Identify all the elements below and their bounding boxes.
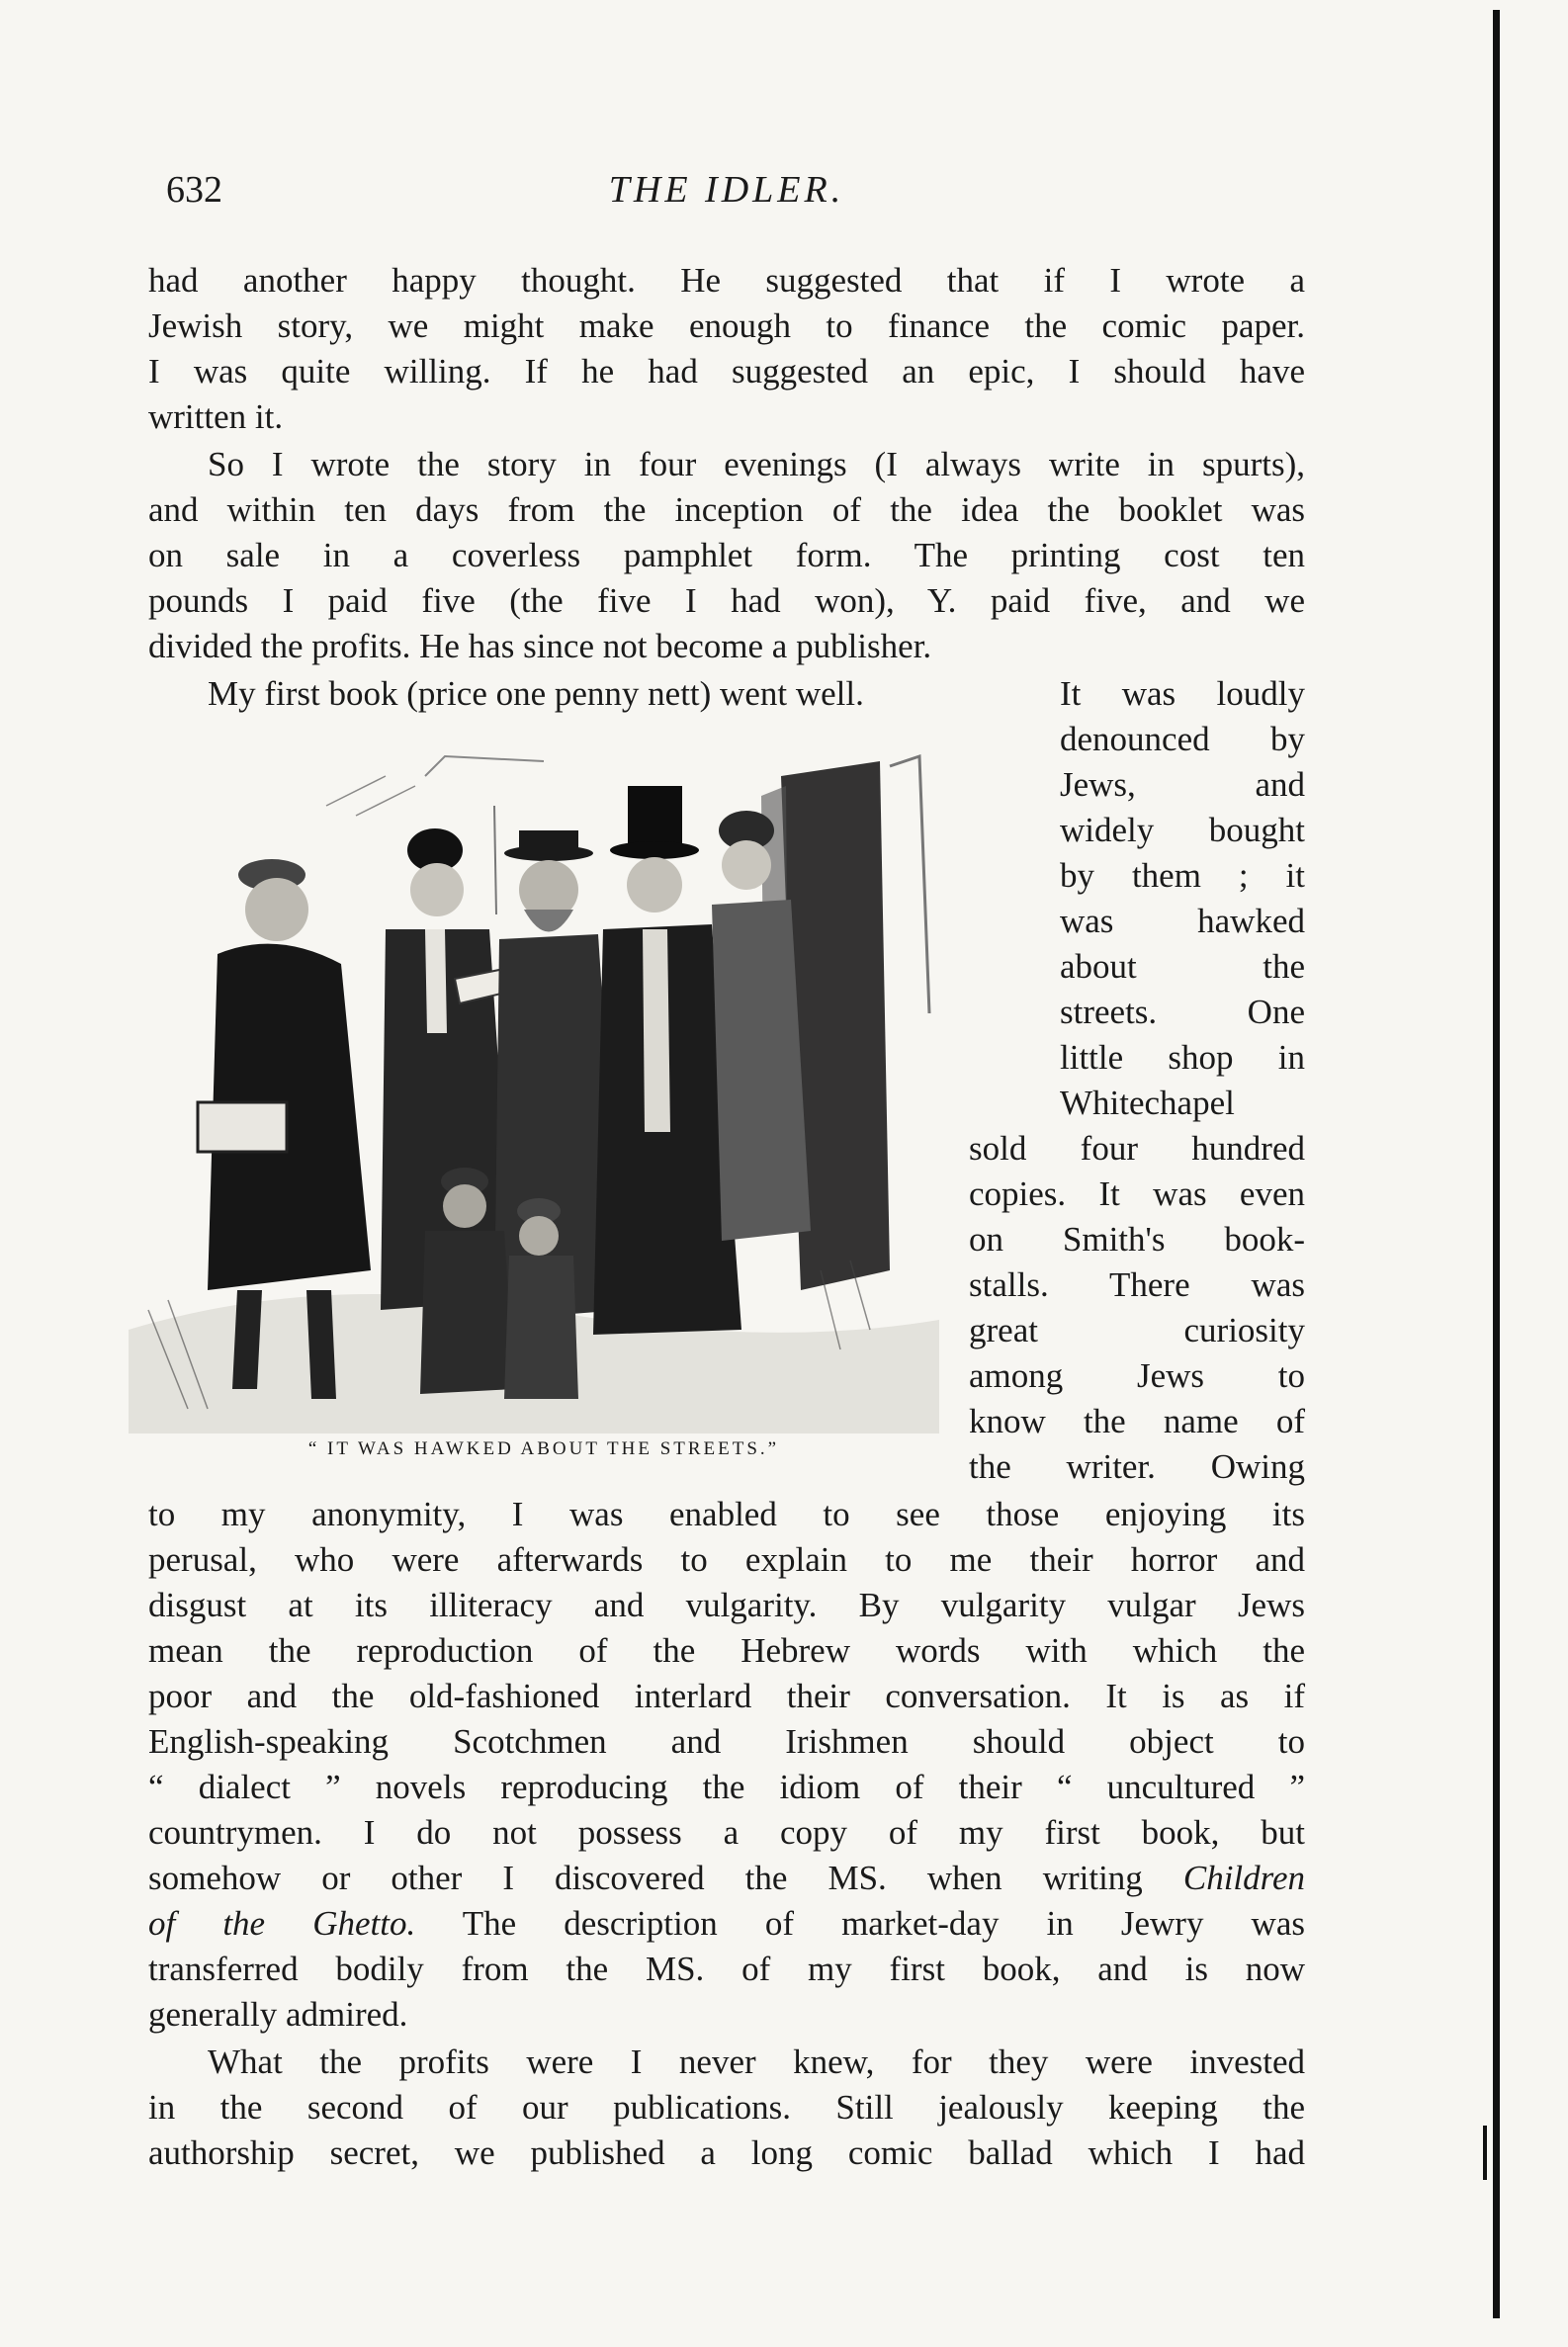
text-line: in the second of our publications. Still jealously keeping the: [148, 2088, 1305, 2127]
page-header: [148, 168, 1305, 217]
side-text-line: among Jews to: [969, 1356, 1305, 1395]
side-text-line: was hawked: [1060, 902, 1305, 940]
side-text-line: by them ; it: [1060, 856, 1305, 895]
book-title-italic: of the Ghetto.: [148, 1904, 416, 1943]
running-head: THE IDLER.: [608, 169, 845, 211]
text-line: pounds I paid five (the five I had won), Y. paid five, and we: [148, 581, 1305, 620]
text-line: Jewish story, we might make enough to finance the comic paper.: [148, 306, 1305, 345]
text-line: So I wrote the story in four evenings (I always write in spurts),: [208, 445, 1305, 483]
text-line: to my anonymity, I was enabled to see those enjoying its: [148, 1495, 1305, 1533]
side-text-line: about the: [1060, 947, 1305, 986]
text-line: divided the profits. He has since not become a publisher.: [148, 627, 932, 665]
side-text-line: on Smith's book-: [969, 1220, 1305, 1259]
book-title-italic: Children: [1182, 1859, 1306, 1897]
text-line: “ dialect ” novels reproducing the idiom of their “ uncultured ”: [148, 1768, 1305, 1806]
scan-edge-mark: [1483, 2126, 1487, 2180]
text-line: had another happy thought. He suggested that if I wrote a: [148, 261, 1305, 300]
text-segment: The description of market-day in Jewry was: [462, 1904, 1305, 1943]
side-text-line: copies. It was even: [969, 1174, 1305, 1213]
text-line: [148, 1857, 1305, 1900]
text-line: written it.: [148, 397, 284, 436]
street-scene-illustration: [129, 717, 939, 1434]
scan-edge-rule: [1493, 10, 1500, 2318]
side-text-line: stalls. There was: [969, 1265, 1305, 1304]
side-text-line: denounced by: [1060, 720, 1305, 758]
text-line: English-speaking Scotchmen and Irishmen should object to: [148, 1722, 1305, 1761]
text-line: countrymen. I do not possess a copy of my first book, but: [148, 1813, 1305, 1852]
text-line: What the profits were I never knew, for they were invested: [208, 2043, 1305, 2081]
page-number: 632: [166, 169, 222, 211]
side-text-line: Whitechapel: [1060, 1084, 1235, 1122]
text-line: generally admired.: [148, 1995, 408, 2034]
text-line: perusal, who were afterwards to explain to me their horror and: [148, 1540, 1305, 1579]
side-text-line: Jews, and: [1060, 765, 1305, 804]
figure-caption: “ IT WAS HAWKED ABOUT THE STREETS.”: [307, 1438, 780, 1459]
side-text-line: widely bought: [1060, 811, 1305, 849]
side-text-line: It was loudly: [1060, 674, 1305, 713]
illustration: [129, 717, 939, 1434]
text-line: [148, 1902, 1305, 1946]
text-line: on sale in a coverless pamphlet form. The printing cost ten: [148, 536, 1305, 574]
text-line: transferred bodily from the MS. of my first book, and is now: [148, 1950, 1305, 1988]
text-segment: somehow or other I discovered the MS. when writing: [148, 1859, 1143, 1897]
text-line: I was quite willing. If he had suggested an epic, I should have: [148, 352, 1305, 391]
side-text-line: little shop in: [1060, 1038, 1305, 1077]
text-line: disgust at its illiteracy and vulgarity. By vulgarity vulgar Jews: [148, 1586, 1305, 1624]
text-line: and within ten days from the inception of the idea the booklet was: [148, 490, 1305, 529]
text-line: My first book (price one penny nett) went well.: [208, 674, 864, 713]
side-text-line: streets. One: [1060, 993, 1305, 1031]
side-text-line: the writer. Owing: [969, 1447, 1305, 1486]
side-text-line: sold four hundred: [969, 1129, 1305, 1168]
side-text-line: great curiosity: [969, 1311, 1305, 1349]
text-line: poor and the old-fashioned interlard their conversation. It is as if: [148, 1677, 1305, 1715]
text-line: authorship secret, we published a long comic ballad which I had: [148, 2133, 1305, 2172]
side-text-line: know the name of: [969, 1402, 1305, 1440]
text-line: mean the reproduction of the Hebrew words with which the: [148, 1631, 1305, 1670]
